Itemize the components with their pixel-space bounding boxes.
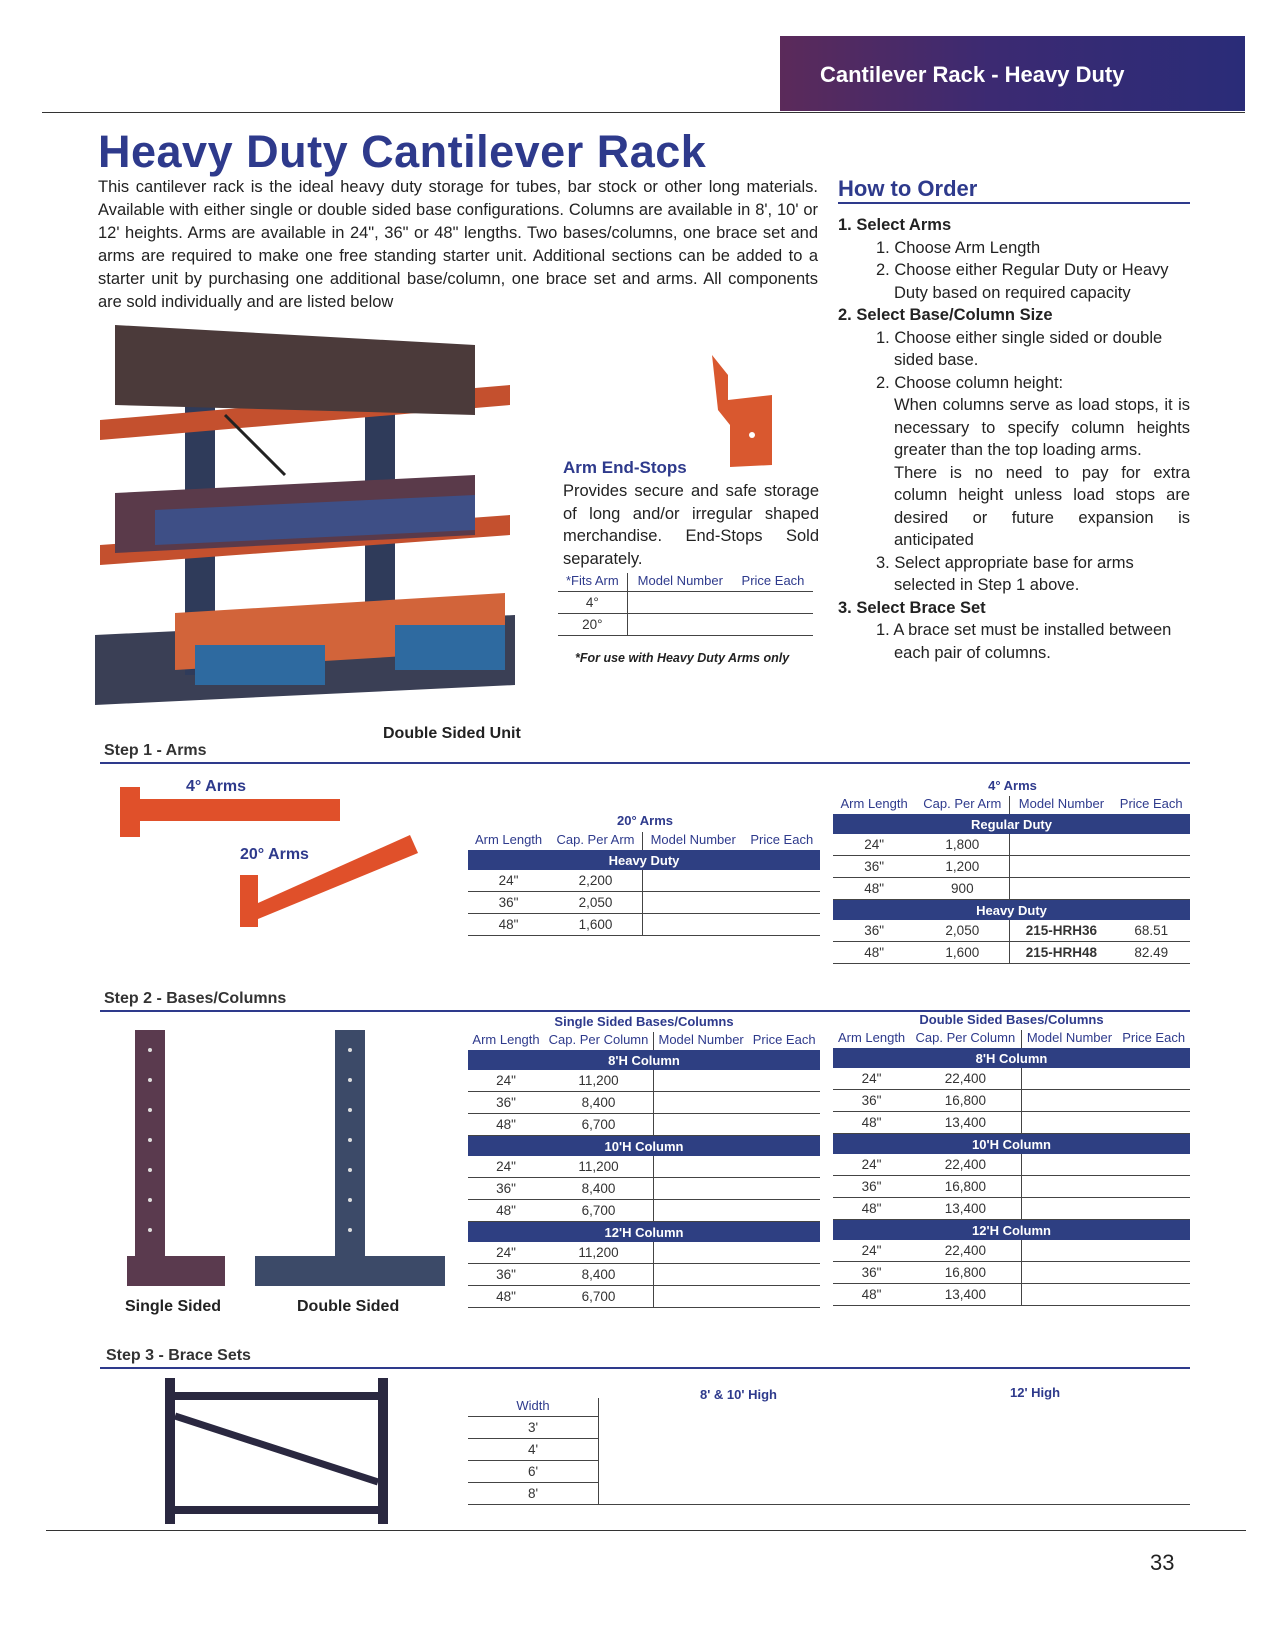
- cell-price-each: 82.49: [1112, 942, 1190, 964]
- header-model-number: Model Number: [658, 1032, 744, 1047]
- step3-rule: [100, 1367, 1190, 1369]
- page-number: 33: [1150, 1550, 1175, 1575]
- cell-capacity: 11,200: [544, 1070, 653, 1092]
- cell-model-number: [1010, 878, 1113, 900]
- table-row: [833, 1068, 1190, 1090]
- table-row: [468, 1156, 820, 1178]
- table-row: [833, 1176, 1190, 1198]
- cell-arm-length: 48": [468, 1286, 544, 1308]
- how-to-order-list: [838, 214, 1190, 664]
- band-regular-duty: Regular Duty: [833, 814, 1190, 834]
- order-step-1b: 2. Choose either Regular Duty or Heavy Duty based on required capacity: [876, 261, 1169, 302]
- photo-caption: Double Sided Unit: [383, 725, 521, 742]
- cell-price-each: [744, 870, 820, 892]
- cell-capacity: 6,700: [544, 1114, 653, 1136]
- arms-20-table: [468, 832, 820, 936]
- header-model-number: Model Number: [650, 832, 736, 847]
- single-sided-caption: Single Sided Bases/Columns: [554, 1014, 734, 1029]
- table-row: [833, 856, 1190, 878]
- table-row: [468, 1264, 820, 1286]
- cell-model-number: [642, 892, 743, 914]
- cell-arm-length: 24": [833, 1154, 910, 1176]
- order-step-1a: 1. Choose Arm Length: [876, 238, 1041, 257]
- cell-model-number: [1010, 834, 1113, 856]
- step1-heading: Step 1 - Arms: [104, 742, 207, 759]
- order-step-2a: 1. Choose either single sided or double sided base.: [876, 328, 1163, 369]
- table-row: [468, 1114, 820, 1136]
- header-price-each: Price Each: [750, 832, 814, 847]
- cell-arm-length: 48": [468, 1200, 544, 1222]
- cell-arm-length: 48": [833, 878, 915, 900]
- cell-capacity: 8,400: [544, 1264, 653, 1286]
- cell-capacity: 16,800: [910, 1262, 1021, 1284]
- double-sided-table: [833, 1030, 1190, 1306]
- cell-price-each: [733, 592, 813, 614]
- table-row: [468, 1439, 1190, 1461]
- table-row: [833, 1262, 1190, 1284]
- table-row: [833, 834, 1190, 856]
- cell-fits-arm: 20°: [558, 614, 627, 636]
- cell-arm-length: 24": [468, 1156, 544, 1178]
- band-8h-column: 8'H Column: [833, 1048, 1190, 1068]
- cell-price-each: 68.51: [1112, 920, 1190, 942]
- cell-price-each: [1112, 834, 1190, 856]
- cell-arm-length: 48": [833, 942, 915, 964]
- double-sided-caption: Double Sided Bases/Columns: [919, 1012, 1104, 1027]
- table-row: [468, 892, 820, 914]
- header-width: Width: [468, 1398, 599, 1417]
- table4-caption: 4° Arms: [988, 778, 1037, 793]
- label-single-sided: Single Sided: [125, 1298, 222, 1315]
- cell-arm-length: 48": [468, 1114, 544, 1136]
- cell-capacity: 900: [915, 878, 1010, 900]
- order-step-2c: 3. Select appropriate base for arms selected in Step 1 above.: [876, 553, 1134, 594]
- table-row: [833, 878, 1190, 900]
- header-price-each: Price Each: [1119, 796, 1183, 811]
- cell-capacity: 16,800: [910, 1090, 1021, 1112]
- cell-capacity: 22,400: [910, 1240, 1021, 1262]
- cell-arm-length: 24": [833, 834, 915, 856]
- cell-arm-length: 36": [468, 892, 549, 914]
- label-20-degree-arms: 20° Arms: [240, 846, 309, 863]
- order-step-2b-note1: When columns serve as load stops, it is necessary to specify column heights greater than the top loading arms.: [894, 396, 1190, 459]
- table-row: [468, 870, 820, 892]
- table-row: [468, 1483, 1190, 1505]
- cell-capacity: 16,800: [910, 1176, 1021, 1198]
- cell-arm-length: 36": [468, 1092, 544, 1114]
- cell-price-each: [1112, 878, 1190, 900]
- table-row: [468, 1242, 820, 1264]
- header-arm-length: Arm Length: [837, 1030, 906, 1045]
- cell-arm-length: 36": [468, 1264, 544, 1286]
- cell-capacity: 1,800: [915, 834, 1010, 856]
- cell-arm-length: 24": [468, 1242, 544, 1264]
- cell-arm-length: 24": [833, 1240, 910, 1262]
- cell-width: 4': [468, 1439, 599, 1461]
- cell-width: 8': [468, 1483, 599, 1505]
- cell-arm-length: 36": [833, 856, 915, 878]
- table-row: [468, 1178, 820, 1200]
- order-step-2b-note2: There is no need to pay for extra column height unless load stops are desired or future expansion is anticipated: [894, 463, 1190, 549]
- cell-capacity: 8,400: [544, 1092, 653, 1114]
- cell-capacity: 2,200: [549, 870, 642, 892]
- cell-capacity: 1,200: [915, 856, 1010, 878]
- page-title: Heavy Duty Cantilever Rack: [98, 126, 707, 177]
- table-row: [833, 1154, 1190, 1176]
- table-row: [833, 1284, 1190, 1306]
- label-double-sided: Double Sided: [297, 1298, 400, 1315]
- label-4-degree-arms: 4° Arms: [186, 778, 247, 795]
- header-fits-arm: *Fits Arm: [558, 573, 627, 592]
- cell-arm-length: 36": [833, 1090, 910, 1112]
- cell-arm-length: 24": [468, 870, 549, 892]
- cell-width: 6': [468, 1461, 599, 1483]
- band-8h-column: 8'H Column: [468, 1050, 820, 1070]
- header-model-number: Model Number: [1018, 796, 1105, 811]
- cell-arm-length: 36": [833, 920, 915, 942]
- cell-capacity: 13,400: [910, 1284, 1021, 1306]
- col-12-high: 12' High: [1010, 1385, 1061, 1400]
- table-row: [468, 1286, 820, 1308]
- header-arm-length: Arm Length: [472, 1032, 540, 1047]
- cell-capacity: 2,050: [549, 892, 642, 914]
- table-row: [833, 920, 1190, 942]
- table-row: [468, 1092, 820, 1114]
- order-step-2: 2. Select Base/Column Size: [838, 306, 1053, 324]
- end-stops-title: Arm End-Stops: [563, 458, 687, 477]
- cell-capacity: 22,400: [910, 1154, 1021, 1176]
- cell-capacity: 6,700: [544, 1286, 653, 1308]
- single-sided-table: [468, 1032, 820, 1308]
- col-8-10-high: 8' & 10' High: [700, 1387, 777, 1402]
- table-row: [468, 1200, 820, 1222]
- cell-capacity: 11,200: [544, 1156, 653, 1178]
- header-price-each: Price Each: [733, 573, 813, 592]
- arms-4-table: [833, 796, 1190, 964]
- cell-model-number: [642, 914, 743, 936]
- band-heavy-duty: Heavy Duty: [833, 900, 1190, 921]
- table-row: [833, 942, 1190, 964]
- end-stops-table: [558, 573, 813, 636]
- footer-rule: [46, 1530, 1246, 1531]
- end-stops-note: *For use with Heavy Duty Arms only: [575, 651, 790, 665]
- cell-price-each: [1112, 856, 1190, 878]
- header-arm-length: Arm Length: [474, 832, 543, 847]
- banner-title: Cantilever Rack - Heavy Duty: [820, 62, 1125, 87]
- table-row: [468, 1461, 1190, 1483]
- header-cap-per-column: Cap. Per Column: [910, 1030, 1021, 1048]
- cell-model-number: 215-HRH36: [1010, 920, 1113, 942]
- table-row: [833, 1198, 1190, 1220]
- end-stops-description: Provides secure and safe storage of long and/or irregular shaped merchandise. End-Stops Sold separately.: [563, 482, 819, 568]
- header-model-number: Model Number: [627, 573, 733, 592]
- cell-arm-length: 36": [468, 1178, 544, 1200]
- cell-fits-arm: 4°: [558, 592, 627, 614]
- cell-arm-length: 48": [833, 1198, 910, 1220]
- step3-heading: Step 3 - Brace Sets: [106, 1347, 251, 1364]
- header-cap-per-column: Cap. Per Column: [544, 1032, 653, 1050]
- brace-sets-table: [468, 1398, 1190, 1505]
- table-row: [468, 914, 820, 936]
- table-row: [833, 1112, 1190, 1134]
- band-12h-column: 12'H Column: [468, 1222, 820, 1243]
- cell-capacity: 13,400: [910, 1112, 1021, 1134]
- end-stop-image: [700, 355, 780, 475]
- header-rule: [42, 112, 1245, 113]
- table-row: [833, 1090, 1190, 1112]
- header-arm-length: Arm Length: [840, 796, 908, 811]
- cell-model-number: [1010, 856, 1113, 878]
- table20-caption: 20° Arms: [616, 813, 674, 828]
- intro-paragraph: This cantilever rack is the ideal heavy duty storage for tubes, bar stock or other long materials. Available with either single or double sided base configurations. Columns are available in 8', 10' or 12' heights. Arms are available in 24", 36" or 48" lengths. Two bases/columns, one brace set and arms are required to make one free standing starter unit. Additional sections can be added to a starter unit by purchasing one additional base/column, one brace set and arms. All components are sold individually and are listed below: [98, 178, 818, 311]
- header-price-each: Price Each: [752, 1032, 816, 1047]
- table-row: [833, 1240, 1190, 1262]
- brace-set-illustration: [165, 1378, 395, 1528]
- band-10h-column: 10'H Column: [833, 1134, 1190, 1155]
- cell-arm-length: 36": [833, 1176, 910, 1198]
- header-cap-per-arm: Cap. Per Arm: [549, 832, 642, 850]
- arms-illustration: [120, 785, 420, 935]
- rack-photo: [95, 325, 535, 735]
- band-12h-column: 12'H Column: [833, 1220, 1190, 1241]
- cell-model-number: [627, 592, 733, 614]
- how-to-order-rule: [838, 202, 1190, 204]
- table-row: [468, 1070, 820, 1092]
- step1-rule: [100, 762, 1190, 764]
- order-step-2b: 2. Choose column height:: [876, 373, 1064, 392]
- cell-price-each: [744, 892, 820, 914]
- cell-arm-length: 48": [468, 914, 549, 936]
- table-row: [468, 1417, 1190, 1439]
- cell-capacity: 2,050: [915, 920, 1010, 942]
- cell-arm-length: 36": [833, 1262, 910, 1284]
- cell-capacity: 8,400: [544, 1178, 653, 1200]
- cell-capacity: 1,600: [915, 942, 1010, 964]
- cell-width: 3': [468, 1417, 599, 1439]
- order-step-3: 3. Select Brace Set: [838, 598, 986, 617]
- cell-price-each: [733, 614, 813, 636]
- table-row: [558, 592, 813, 614]
- step2-heading: Step 2 - Bases/Columns: [104, 990, 287, 1007]
- table-row: [558, 614, 813, 636]
- cell-arm-length: 24": [468, 1070, 544, 1092]
- cell-capacity: 6,700: [544, 1200, 653, 1222]
- header-price-each: Price Each: [1122, 1030, 1186, 1045]
- cell-arm-length: 48": [833, 1284, 910, 1306]
- bases-illustration: [125, 1030, 455, 1292]
- order-step-1: 1. Select Arms: [838, 216, 952, 234]
- header-model-number: Model Number: [1026, 1030, 1113, 1045]
- cell-price-each: [744, 914, 820, 936]
- cell-arm-length: 24": [833, 1068, 910, 1090]
- cell-model-number: [627, 614, 733, 636]
- cell-capacity: 22,400: [910, 1068, 1021, 1090]
- band-10h-column: 10'H Column: [468, 1136, 820, 1157]
- cell-arm-length: 48": [833, 1112, 910, 1134]
- how-to-order-title: How to Order: [838, 176, 978, 201]
- band-heavy-duty: Heavy Duty: [468, 850, 820, 870]
- cell-capacity: 1,600: [549, 914, 642, 936]
- header-cap-per-arm: Cap. Per Arm: [915, 796, 1010, 814]
- cell-capacity: 13,400: [910, 1198, 1021, 1220]
- cell-model-number: [642, 870, 743, 892]
- cell-capacity: 11,200: [544, 1242, 653, 1264]
- cell-model-number: 215-HRH48: [1010, 942, 1113, 964]
- order-step-3a: 1. A brace set must be installed between each pair of columns.: [876, 621, 1172, 662]
